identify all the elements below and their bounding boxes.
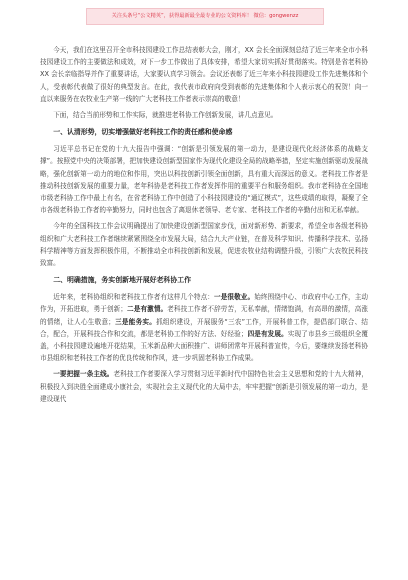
paragraph-transition: 下面，结合当前形势和工作实际，就推进老科协工作创新发展，讲几点意见。 xyxy=(53,111,278,120)
paragraph-section1-2: 今年的全国科技工作会议明确提出了加快建设创新型国家步伐，面对新形势、新要求，希望全市各级老科协组织和广大老科技工作者继续紧紧围绕全市发展大局，结合九大产业链，在普及科学知识、传播科学技术、弘扬科学精神等方面发挥积极作用，不断推动全市科技创新和发展，促进农牧业结构调整升级，引领广大农牧民科技致富。 xyxy=(40,222,368,268)
document-body xyxy=(40,44,368,409)
lead-text: 近年来，老科协组织和老科技工作者有这样几个特点： xyxy=(53,293,214,302)
keyword-4: 四是有发展。 xyxy=(247,329,288,338)
header-banner[interactable]: 关注头条号“公文精英”，获得最新最全最专业的公文资料库！ 微信：gongwenzz xyxy=(86,8,324,25)
text-2: 老科技工作者不辞劳苦，无私奉献，情绪饱满，有高昂的激情，高涨的情绪，让人心生敬意； xyxy=(40,305,369,326)
keyword-3: 三是能务实。 xyxy=(114,317,157,326)
text-3: 抓组织建设，开展服务“三农”工作，开展科普工作，提倡部门联合、结合，配合，开展科技合作和交流，都是老科协工作的好方法、好经验； xyxy=(40,317,368,338)
text-1: 始终围绕中心、市政府中心工作，主动作为，开拓进取，勇于创新； xyxy=(40,293,369,314)
keyword-2: 二是有激情。 xyxy=(126,305,168,314)
text-main-line: 老科技工作者要深入学习贯彻习近平新时代中国特色社会主义思想和党的十九大精神，积极投入到决胜全面建成小康社会，实现社会主义现代化的大局中去，牢牢把握“创新是引领发展的第一动力，是建设现代 xyxy=(40,370,369,403)
keyword-1: 一是很敬业。 xyxy=(214,293,255,302)
paragraph-section2-2 xyxy=(40,368,368,405)
paragraph-section1-1: 习近平总书记在党的十九大报告中强调：“创新是引领发展的第一动力，是建设现代化经济体系的战略支撑”。按照党中央的决策部署，把加快建设创新型国家作为现代化建设全局的战略举措，坚定实施创新驱动发展战略，强化创新第一动力的地位和作用，突出以科技创新引领全面创新，具有重大而深远的意义。老科技工作者是推动科技创新发展的重要力量，老年科协是老科技工作者发挥作用的重要平台和服务组织。我市老科协在全国地市级老科协工作中最上有名，在省老科协工作中创造了小科技园建设的“通辽模式”，这些成绩的取得，凝聚了全市各级老科协工作者的辛勤努力，同时也包含了离退休老领导、老专家、老科技工作者的辛勤付出和无私奉献。 xyxy=(40,145,368,215)
paragraph-intro: 今天，我们在这里召开全市科技园建设工作总结表彰大会，刚才，XX 会长全面深刻总结了近三年来全市小科技园建设工作的主要做法和成效，对下一步工作做出了具体安排，希望大家切实抓好贯彻落实。特别是省老科协 XX 会长亲临指导并作了重要讲话，大家要认真学习领会。会议还表彰了近三年来小科技园建设工作先进集体和个人，受表彰代表做了很好的典型发言。在此，我代表市政府向受到表彰的先进集体和个人表示衷心的祝贺！向一直以来服务在农牧业生产第一线的广大老科技工作者表示崇高的敬意！ xyxy=(40,46,368,103)
section-heading-2: 二、明确措施，务实创新地开展好老科协工作 xyxy=(53,276,191,285)
paragraph-section2-1 xyxy=(40,291,368,364)
text-4: 实现了市县乡三级组织全覆盖，小科技园建设遍地开花结果，玉米新品种大面积推广、讲师团常年开展科普宣传，今后，要继续发扬老科协市县组织和老科技工作者的优良传统和作风，进一步巩固老科协工作成果。 xyxy=(40,329,369,363)
keyword-main-line: 一要把握一条主线。 xyxy=(53,370,114,379)
section-heading-1: 一、认清形势，切实增强做好老科技工作的责任感和使命感 xyxy=(53,128,233,137)
